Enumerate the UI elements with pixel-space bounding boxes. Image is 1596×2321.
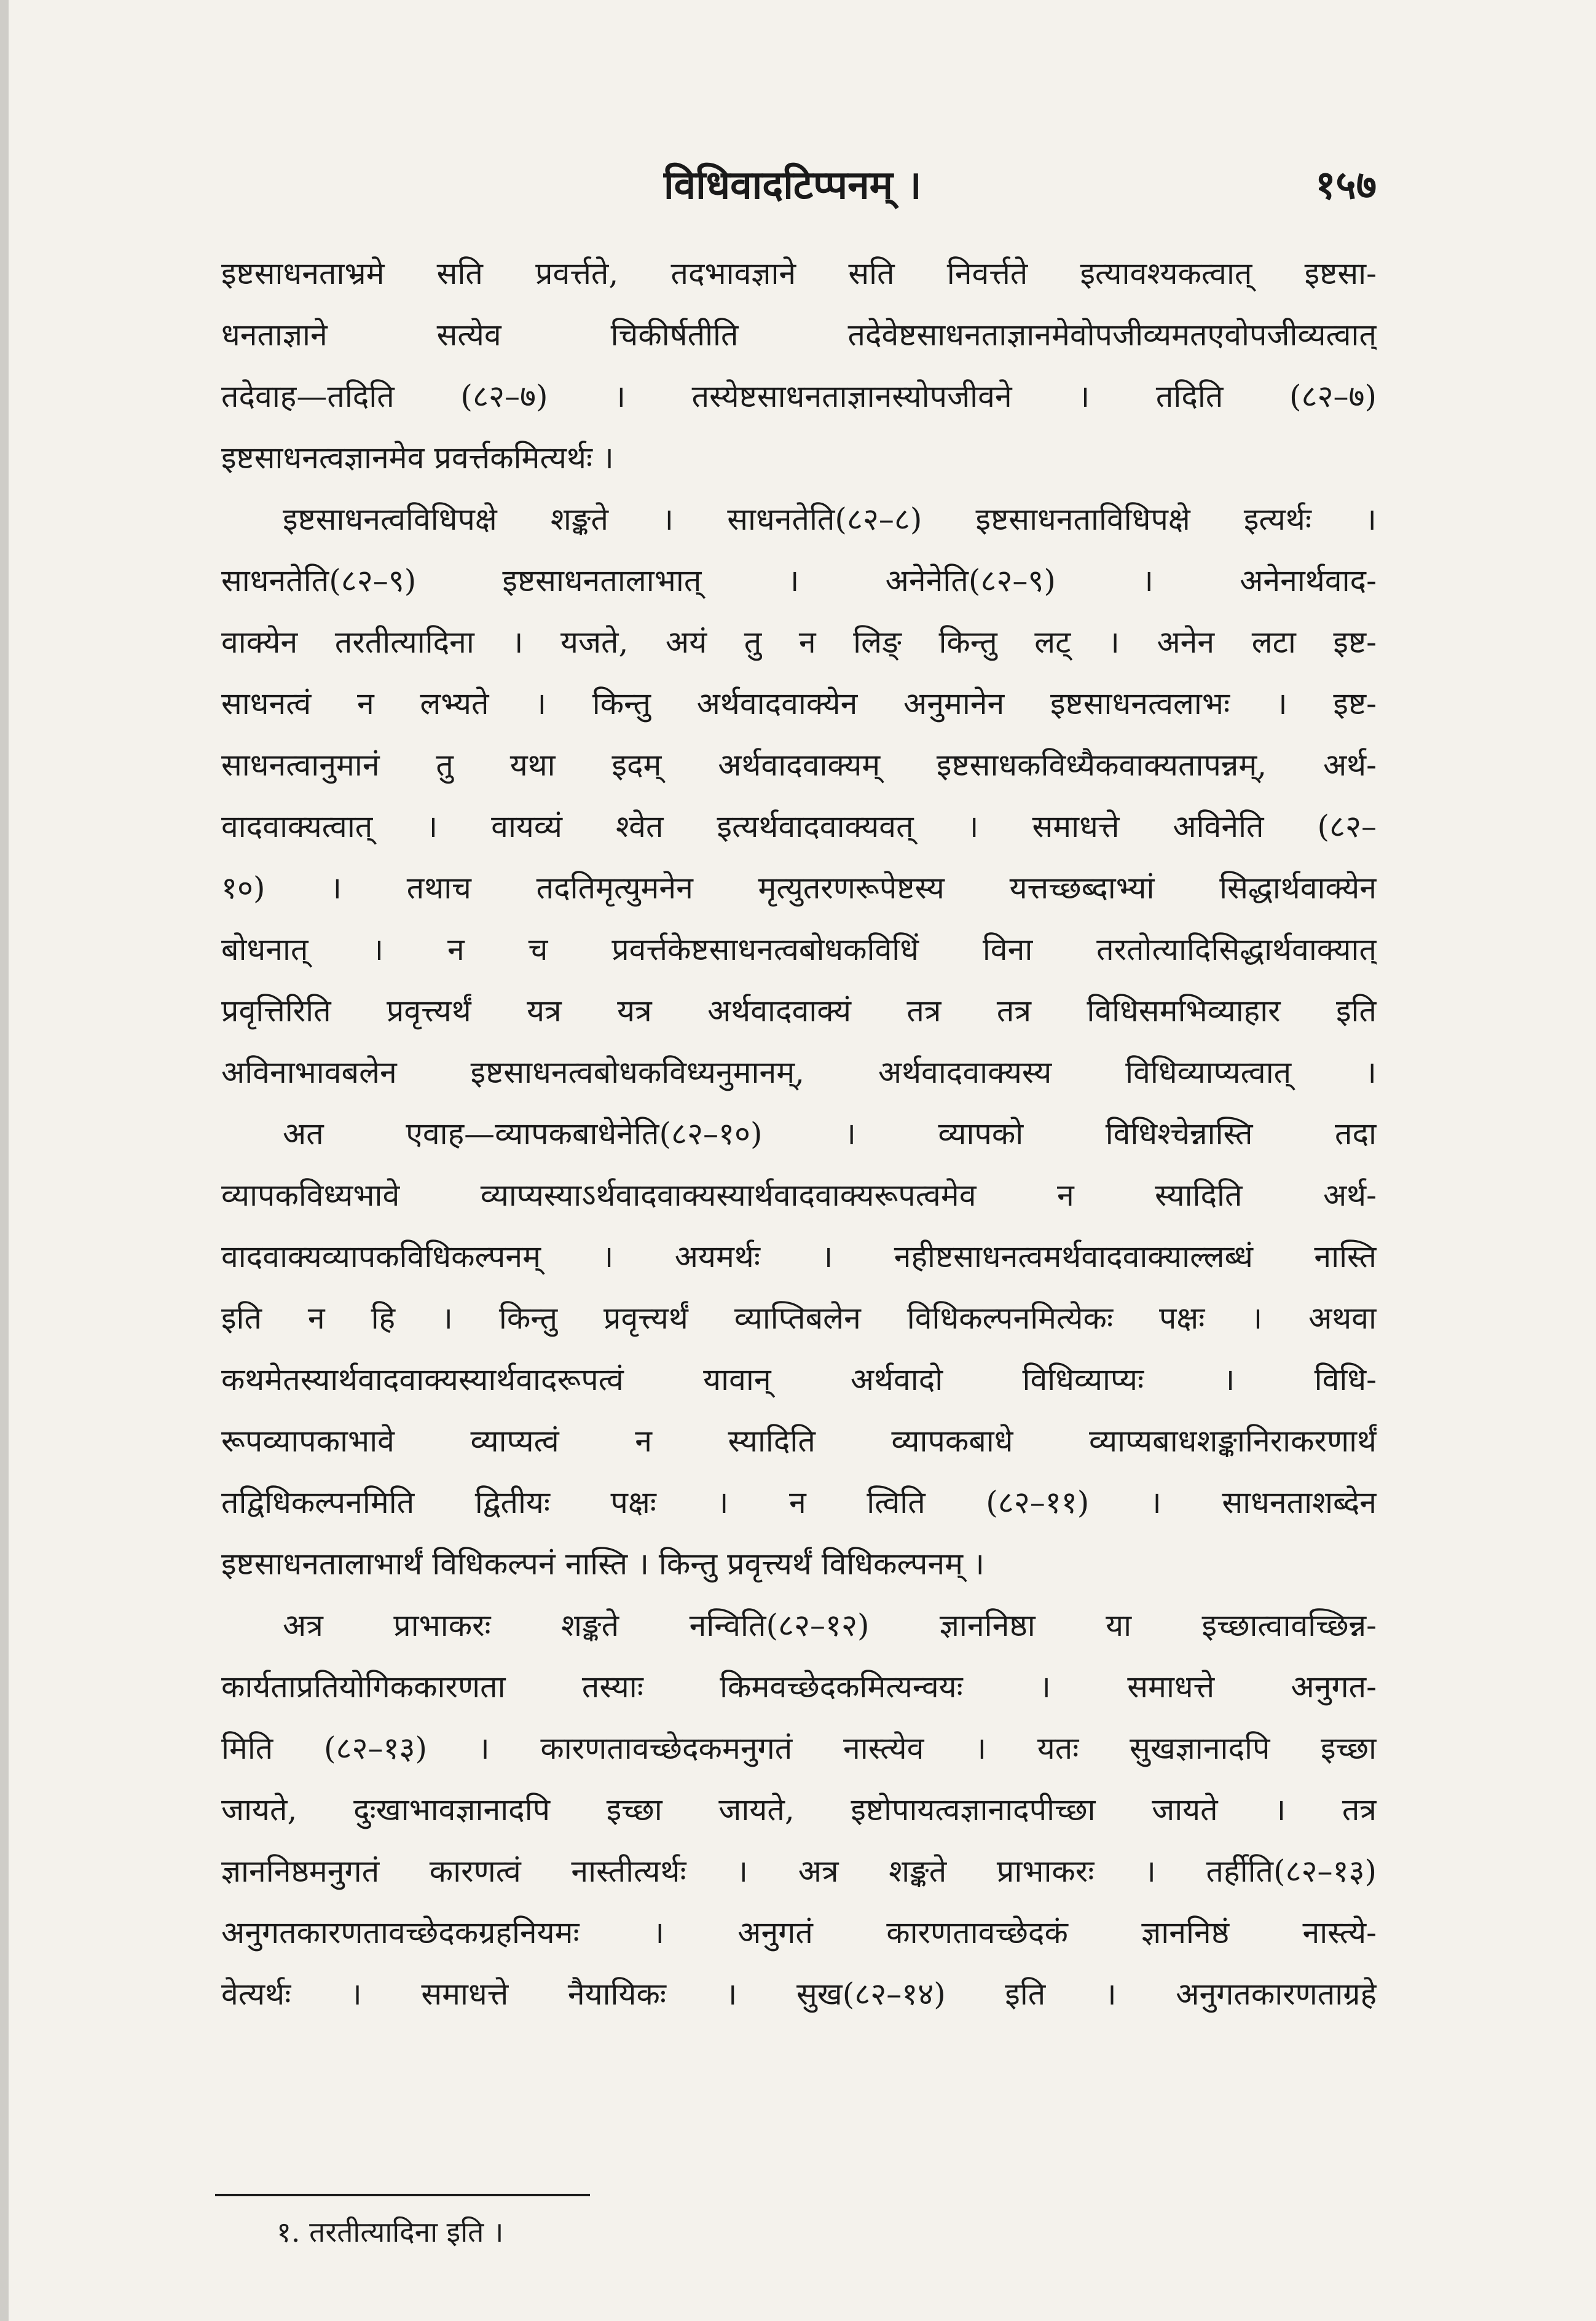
text-line: ज्ञाननिष्ठमनुगतं कारणत्वं नास्तीत्यर्थः । अत्र शङ्कते प्राभाकरः । तर्हीति(८२–१३) (221, 1853, 1377, 1889)
text-line: व्यापकविध्यभावे व्याप्यस्याऽर्थवादवाक्यस्यार्थवादवाक्यरूपत्वमेव न स्यादिति अर्थ- (221, 1177, 1377, 1213)
text-line: इष्टसाधनत्वविधिपक्षे शङ्कते । साधनतेति(८२–८) इष्टसाधनताविधिपक्षे इत्यर्थः । (283, 501, 1377, 537)
footnote-rule (215, 2194, 590, 2196)
text-line: अत एवाह—व्यापकबाधेनेति(८२–१०) । व्यापको विधिश्चेन्नास्ति तदा (283, 1116, 1377, 1152)
text-line: वेत्यर्थः । समाधत्ते नैयायिकः । सुख(८२–१४) इति । अनुगतकारणताग्रहे (221, 1976, 1377, 2012)
footnote: १. तरतीत्यादिना इति । (277, 2215, 504, 2248)
text-line: तद्विधिकल्पनमिति द्वितीयः पक्षः । न त्विति (८२–११) । साधनताशब्देन (221, 1485, 1377, 1520)
text-line: मिति (८२–१३) । कारणतावच्छेदकमनुगतं नास्त्येव । यतः सुखज्ञानादपि इच्छा (221, 1730, 1377, 1766)
text-line: अनुगतकारणतावच्छेदकग्रहनियमः । अनुगतं कारणतावच्छेदकं ज्ञाननिष्ठं नास्त्ये- (221, 1915, 1377, 1950)
page-number: १५७ (1315, 162, 1377, 208)
text-line: १०) । तथाच तदतिमृत्युमनेन मृत्युतरणरूपेष्टस्य यत्तच्छब्दाभ्यां सिद्धार्थवाक्येन (221, 870, 1377, 906)
text-line: अविनाभावबलेन इष्टसाधनत्वबोधकविध्यनुमानम्, अर्थवादवाक्यस्य विधिव्याप्यत्वात् । (221, 1054, 1377, 1090)
page-edge-shadow (0, 0, 9, 2321)
text-line: इष्टसाधनत्वज्ञानमेव प्रवर्त्तकमित्यर्थः । (221, 440, 614, 476)
text-line: साधनत्वानुमानं तु यथा इदम् अर्थवादवाक्यम् इष्टसाधकविध्यैकवाक्यतापन्नम्, अर्थ- (221, 747, 1377, 783)
text-line: कार्यताप्रतियोगिककारणता तस्याः किमवच्छेदकमित्यन्वयः । समाधत्ते अनुगत- (221, 1669, 1377, 1705)
page-header (221, 157, 1377, 212)
text-line: वाक्येन तरतीत्यादिना । यजते, अयं तु न लिङ् किन्तु लट् । अनेन लटा इष्ट- (221, 624, 1377, 660)
running-title: विधिवादटिप्पनम् । (664, 162, 922, 208)
text-line: वादवाक्यत्वात् । वायव्यं श्वेत इत्यर्थवादवाक्यवत् । समाधत्ते अविनेति (८२– (221, 809, 1377, 844)
text-line: अत्र प्राभाकरः शङ्कते नन्विति(८२–१२) ज्ञाननिष्ठा या इच्छात्वावच्छिन्न- (283, 1608, 1377, 1643)
text-line: प्रवृत्तिरिति प्रवृत्त्यर्थं यत्र यत्र अर्थवादवाक्यं तत्र तत्र विधिसमभिव्याहार इति (221, 993, 1377, 1029)
body-text (221, 243, 1377, 2025)
text-line: साधनतेति(८२–९) इष्टसाधनतालाभात् । अनेनेति(८२–९) । अनेनार्थवाद- (221, 563, 1377, 599)
text-line: बोधनात् । न च प्रवर्त्तकेष्टसाधनत्वबोधकविधिं विना तरतोत्यादिसिद्धार्थवाक्यात् (221, 932, 1377, 967)
text-line: इति न हि । किन्तु प्रवृत्त्यर्थं व्याप्तिबलेन विधिकल्पनमित्येकः पक्षः । अथवा (221, 1300, 1377, 1336)
text-line: रूपव्यापकाभावे व्याप्यत्वं न स्यादिति व्यापकबाधे व्याप्यबाधशङ्कानिराकरणार्थं (221, 1423, 1377, 1459)
text-line: धनताज्ञाने सत्येव चिकीर्षतीति तदेवेष्टसाधनताज्ञानमेवोपजीव्यमतएवोपजीव्यत्वात् (221, 317, 1377, 353)
text-line: साधनत्वं न लभ्यते । किन्तु अर्थवादवाक्येन अनुमानेन इष्टसाधनत्वलाभः । इष्ट- (221, 686, 1377, 721)
text-line: तदेवाह—तदिति (८२–७) । तस्येष्टसाधनताज्ञानस्योपजीवने । तदिति (८२–७) (221, 379, 1377, 414)
text-line: इष्टसाधनतालाभार्थं विधिकल्पनं नास्ति । किन्तु प्रवृत्त्यर्थं विधिकल्पनम् । (221, 1546, 985, 1582)
text-line: वादवाक्यव्यापकविधिकल्पनम् । अयमर्थः । नहीष्टसाधनत्वमर्थवादवाक्याल्लब्धं नास्ति (221, 1239, 1377, 1274)
text-line: जायते, दुःखाभावज्ञानादपि इच्छा जायते, इष्टोपायत्वज्ञानादपीच्छा जायते । तत्र (221, 1792, 1377, 1828)
text-line: कथमेतस्यार्थवादवाक्यस्यार्थवादरूपत्वं यावान् अर्थवादो विधिव्याप्यः । विधि- (221, 1362, 1377, 1397)
text-line: इष्टसाधनताभ्रमे सति प्रवर्त्तते, तदभावज्ञाने सति निवर्त्तते इत्यावश्यकत्वात् इष्टसा- (221, 256, 1377, 291)
